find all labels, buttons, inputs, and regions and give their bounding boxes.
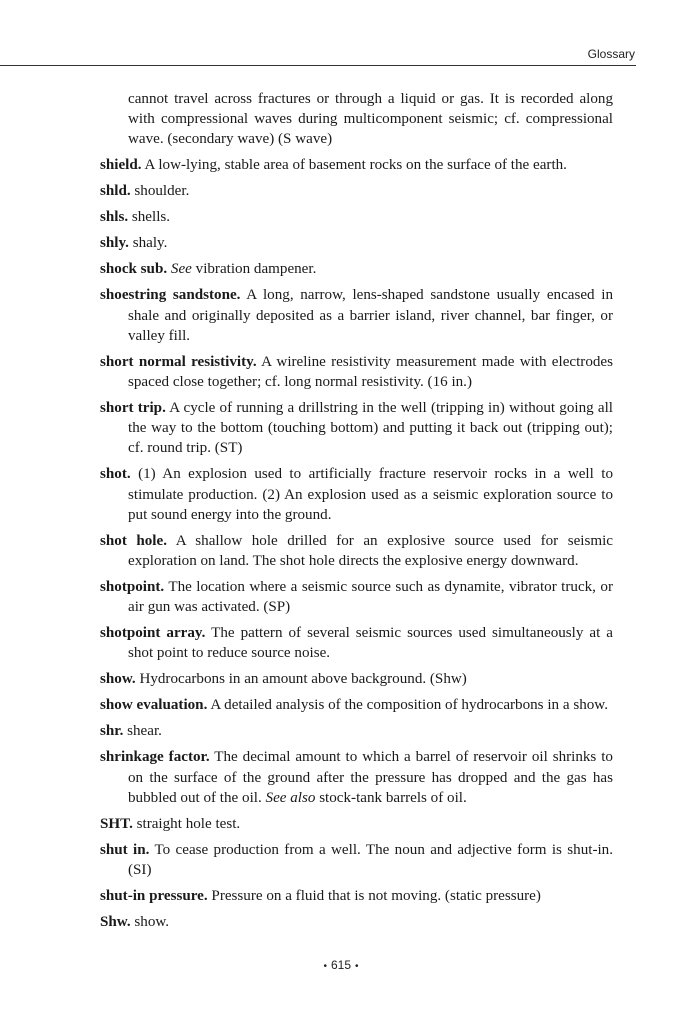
glossary-entry	[100, 464, 613, 525]
folio-bullet-right: •	[355, 961, 359, 972]
glossary-entry	[100, 233, 613, 253]
glossary-entry	[100, 259, 613, 279]
entry-term: SHT.	[100, 815, 133, 832]
glossary-entry	[100, 886, 613, 906]
entry-definition: A cycle of running a drillstring in the well (tripping in) without going all the way to the bottom (touching bottom) and putting it back out (tripping out); cf. round trip. (ST)	[128, 400, 613, 457]
running-head: Glossary	[587, 47, 635, 61]
entry-term: show evaluation.	[100, 697, 208, 714]
entry-cross-reference: See	[170, 261, 192, 278]
glossary-entry	[100, 352, 613, 392]
entry-list	[100, 155, 613, 932]
entry-term: shield.	[100, 157, 142, 174]
entry-term: shrinkage factor.	[100, 749, 210, 766]
glossary-entry	[100, 398, 613, 459]
entry-term: show.	[100, 671, 136, 688]
entry-term: shr.	[100, 723, 124, 740]
entry-term: short trip.	[100, 400, 166, 417]
entry-definition: A detailed analysis of the composition of hydrocarbons in a show.	[210, 697, 608, 714]
entry-term: shotpoint.	[100, 579, 165, 596]
entry-definition: vibration dampener.	[195, 261, 317, 278]
entry-definition: The decimal amount to which a barrel of reservoir oil shrinks to on the surface of the ground after the pressure has dropped and the gas has bubbled out of the oil.	[128, 749, 613, 806]
glossary-entry	[100, 207, 613, 227]
page-number: 615	[330, 958, 352, 972]
entry-definition: The pattern of several seismic sources used simultaneously at a shot point to reduce source noise.	[128, 625, 613, 662]
entry-definition: show.	[134, 914, 170, 931]
glossary-entry	[100, 912, 613, 932]
entry-definition: shells.	[131, 209, 171, 226]
entry-term: shld.	[100, 183, 131, 200]
entry-definition: A long, narrow, lens-shaped sandstone usually encased in shale and originally deposited as a barrier island, river channel, bar finger, or valley fill.	[128, 287, 613, 344]
glossary-entry	[100, 840, 613, 880]
entry-reference-target: stock-tank barrels of oil.	[319, 789, 467, 806]
entry-term: shls.	[100, 209, 129, 226]
header-rule	[0, 65, 636, 66]
glossary-entry	[100, 155, 613, 175]
entry-definition: straight hole test.	[136, 815, 241, 832]
entry-term: shot hole.	[100, 532, 167, 549]
glossary-entry	[100, 669, 613, 689]
glossary-entry	[100, 531, 613, 571]
glossary-entry	[100, 623, 613, 663]
glossary-entry	[100, 695, 613, 715]
entry-term: shut-in pressure.	[100, 888, 208, 905]
entry-term: shly.	[100, 235, 129, 252]
entry-term: shoestring sandstone.	[100, 287, 241, 304]
entry-term: short normal resistivity.	[100, 353, 257, 370]
glossary-entry	[100, 747, 613, 808]
entry-term: shock sub.	[100, 261, 168, 278]
glossary-entry	[100, 577, 613, 617]
glossary-entry	[100, 181, 613, 201]
glossary-entry	[100, 285, 613, 346]
entry-term: Shw.	[100, 914, 131, 931]
page-folio	[0, 958, 682, 972]
entry-definition: A low-lying, stable area of basement rocks on the surface of the earth.	[144, 157, 567, 174]
entry-definition: To cease production from a well. The noun and adjective form is shut-in. (SI)	[128, 841, 613, 879]
entry-term: shut in.	[100, 841, 150, 858]
entry-definition: A wireline resistivity measurement made with electrodes spaced close together; cf. long normal resistivity. (16 in.)	[128, 353, 613, 391]
glossary-entry	[100, 814, 613, 834]
entry-term: shotpoint array.	[100, 625, 206, 642]
entry-definition: shaly.	[132, 235, 168, 252]
entry-definition: A shallow hole drilled for an explosive source used for seismic exploration on land. The shot hole directs the explosive energy downward.	[128, 532, 613, 570]
entry-definition: (1) An explosion used to artificially fracture reservoir rocks in a well to stimulate production. (2) An explosion used as a seismic exploration source to put sound energy into the ground.	[128, 466, 613, 523]
entry-cross-reference: See also	[265, 789, 316, 806]
entry-definition: shoulder.	[134, 183, 190, 200]
glossary-entry	[100, 721, 613, 741]
folio-bullet-left: •	[323, 961, 327, 972]
entry-definition: shear.	[127, 723, 162, 740]
continued-entry: cannot travel across fractures or through a liquid or gas. It is recorded along with compressional waves during multicomponent seismic; cf. compressional wave. (secondary wave) (S wave)	[128, 91, 613, 148]
entry-term: shot.	[100, 466, 131, 483]
entry-definition: Hydrocarbons in an amount above background. (Shw)	[139, 671, 467, 688]
entry-definition: The location where a seismic source such as dynamite, vibrator truck, or air gun was activated. (SP)	[128, 579, 613, 616]
entry-definition: Pressure on a fluid that is not moving. (static pressure)	[211, 888, 541, 905]
glossary-entries	[100, 89, 613, 938]
